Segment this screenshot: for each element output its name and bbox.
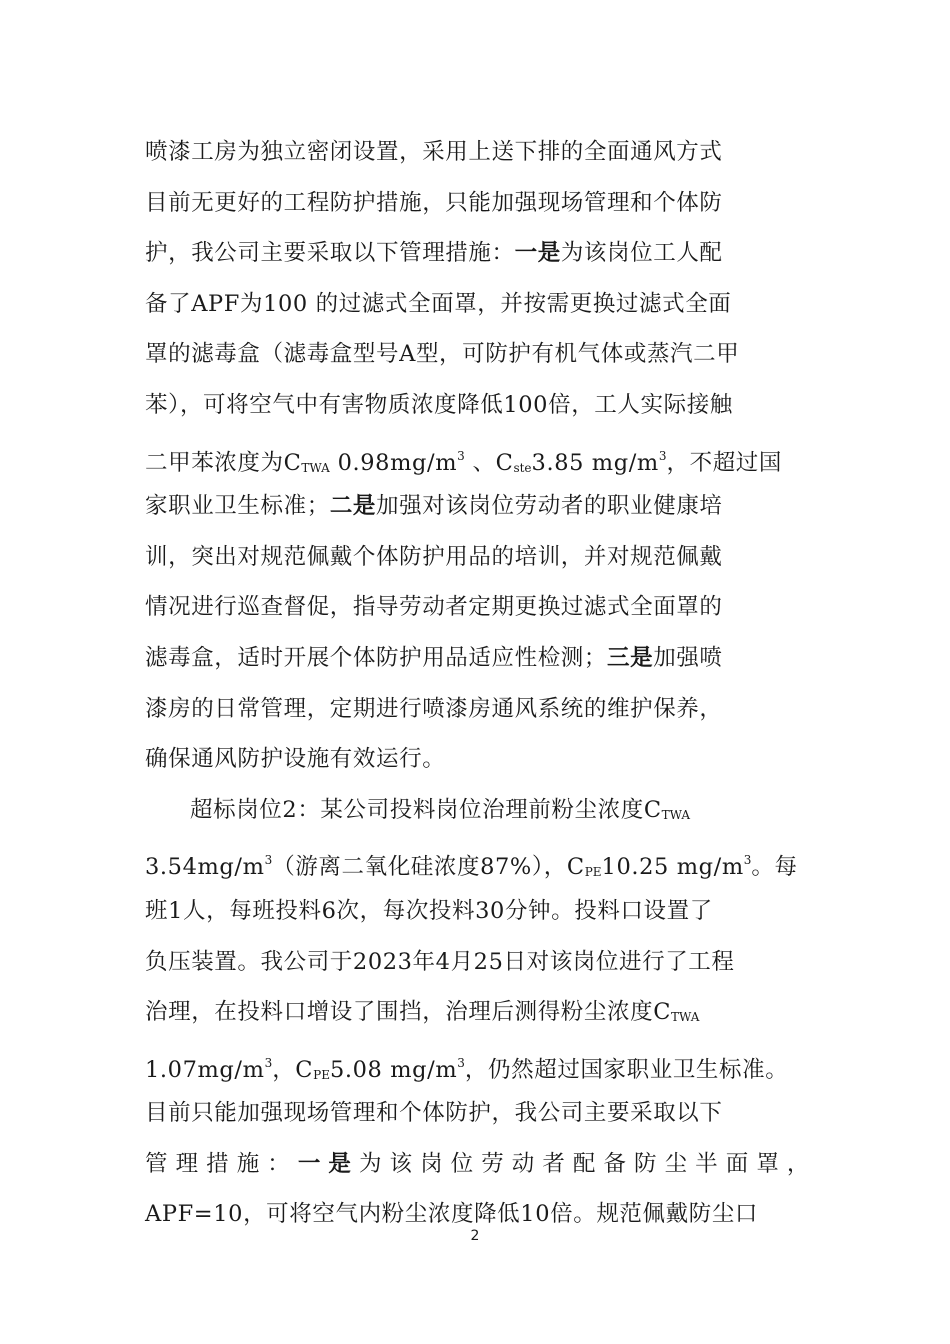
emphasis-second: 二是 <box>329 493 377 520</box>
page-number: 2 <box>470 1228 480 1244</box>
text-line: 备了APF为100 的过滤式全面罩，并按需更换过滤式全面 <box>145 290 732 317</box>
text-line: APF=10，可将空气内粉尘浓度降低10倍。规范佩戴防尘口 <box>145 1201 759 1228</box>
text-line: 滤毒盒，适时开展个体防护用品适应性检测；三是加强喷 <box>145 644 723 671</box>
text-line: 情况进行巡查督促，指导劳动者定期更换过滤式全面罩的 <box>145 594 723 621</box>
text-line: 班1人，每班投料6次，每次投料30分钟。投料口设置了 <box>145 897 713 924</box>
emphasis-first: 一是 <box>514 240 561 267</box>
text-line: 护，我公司主要采取以下管理措施：一是为该岗位工人配 <box>145 240 723 267</box>
emphasis-third: 三是 <box>607 644 654 671</box>
text-line: $1.07mg/m^3$，$C_{PE}5.08$ $mg/m^3$，仍然超过国家职业卫生标准。 <box>145 1055 789 1083</box>
text-line: 确保通风防护设施有效运行。 <box>145 746 446 773</box>
text-line: 罩的滤毒盒（滤毒盒型号A型，可防护有机气体或蒸汽二甲 <box>145 341 740 368</box>
text-line: 二甲苯浓度为$C_{TWA}$ $0.98mg/m^3$ 、$C_{ste}3.85$ $mg/m^3$，不超过国 <box>145 448 783 476</box>
emphasis-first: 一是 <box>297 1150 359 1177</box>
text-line: 家职业卫生标准；二是加强对该岗位劳动者的职业健康培 <box>145 493 723 520</box>
text-line: 苯），可将空气中有害物质浓度降低100倍，工人实际接触 <box>145 391 733 418</box>
text-line: 超标岗位2：某公司投料岗位治理前粉尘浓度$C_{TWA}$ <box>190 796 691 823</box>
text-line: 负压装置。我公司于2023年4月25日对该岗位进行了工程 <box>145 948 735 975</box>
text-line: $3.54mg/m^3$（游离二氧化硅浓度87%），$C_{PE}10.25$ $mg/m^3$。每 <box>145 853 798 881</box>
text-line: 喷漆工房为独立密闭设置，采用上送下排的全面通风方式 <box>145 139 723 165</box>
text-line: 治理，在投料口增设了围挡，治理后测得粉尘浓度$C_{TWA}$ <box>145 999 700 1026</box>
text-line: 训，突出对规范佩戴个体防护用品的培训，并对规范佩戴 <box>145 543 723 570</box>
text-line: 漆房的日常管理，定期进行喷漆房通风系统的维护保养， <box>145 695 723 722</box>
text-line: 目前只能加强现场管理和个体防护，我公司主要采取以下 <box>145 1100 723 1127</box>
text-line: 目前无更好的工程防护措施，只能加强现场管理和个体防 <box>145 189 723 216</box>
body-text <box>145 127 810 1240</box>
text-line: 管理措施：一是为该岗位劳动者配备防尘半面罩， <box>145 1150 810 1177</box>
